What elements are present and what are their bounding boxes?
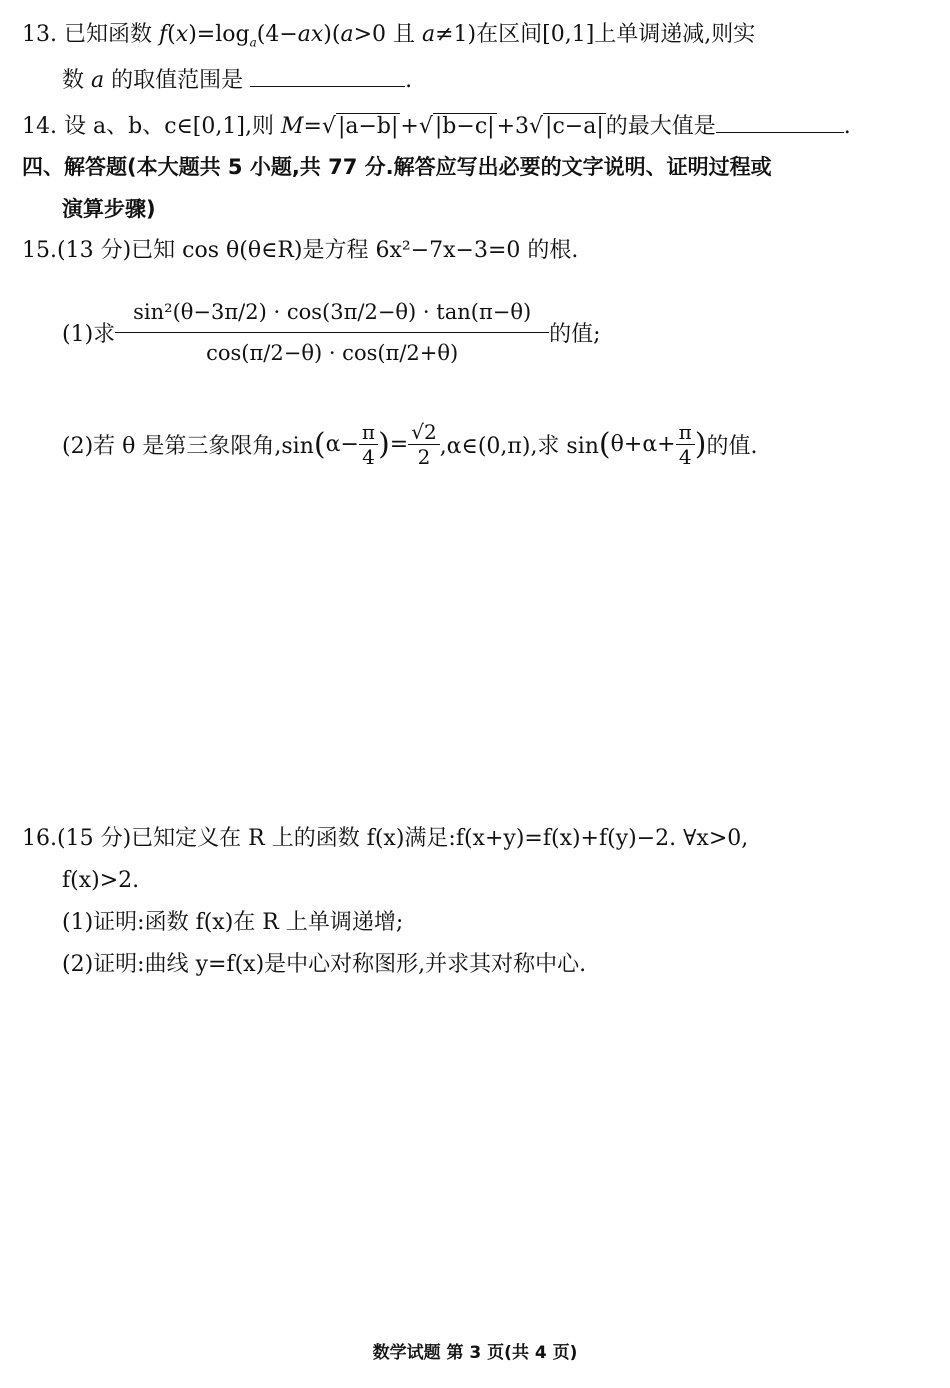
q14-number: 14. [22,114,57,139]
q14-text-b: 的最大值是 [605,114,716,139]
q15-p2-frac1 [359,420,378,469]
q14-sqrt2: |b−c| [434,114,495,139]
page-footer: 数学试题 第 3 页(共 4 页) [372,1343,578,1363]
q15-p2-f: 的值. [706,434,758,459]
q15-p2-frac2 [408,420,439,469]
q13-answer-blank [250,64,405,87]
q15-p2-e: θ+α+ [610,432,676,457]
q14-plus3: +3 [496,114,529,139]
q15-p2-sqrt2: √2 [408,420,439,445]
q13-line2-a: 数 [62,68,91,93]
q16-part2: (2)证明:曲线 y=f(x)是中心对称图形,并求其对称中心. [62,952,587,977]
q15-p2-a: (2)若 θ 是第三象限角,sin [62,434,314,459]
q15-p2-4: 4 [362,445,375,469]
q14-eq: = [303,114,322,139]
q16-text1: (15 分)已知定义在 R 上的函数 f(x)满足:f(x+y)=f(x)+f(y)−2. ∀x>0, [57,826,749,851]
q15-p2-d: ,α∈(0,π),求 sin [439,434,599,459]
q13-number: 13. [22,22,57,47]
q13-text-b: (4− [256,22,298,47]
q15-p2-4-2: 4 [678,445,692,469]
q15-number: 15. [22,238,57,263]
q15-p2-b: α− [325,432,359,457]
q15-part1 [62,292,601,373]
q14-text-a: 设 a、b、c∈[0,1],则 [64,114,281,139]
q15-p1-tail: 的值; [549,322,601,347]
section-heading: 四、解答题(本大题共 5 小题,共 77 分.解答应写出必要的文字说明、证明过程或 [22,155,772,179]
q13-text-a: 已知函数 [64,22,153,47]
q13-line2-b: 的取值范围是 [104,68,244,93]
q13-text-e: ≠1)在区间[0,1]上单调递减,则实 [435,22,756,47]
q15-part2: (2)若 θ 是第三象限角,sin(α− $\frac{\pi}{4}$ )= $\frac{√2}{2}$ ,α∈(0,π),求 sin(θ+α+ $\frac{\pi}{4}$ )的值. [62,420,758,469]
q15-p2-pi: π [359,420,378,445]
q14-m: M [280,114,304,139]
q16-part1: (1)证明:函数 f(x)在 R 上单调递增; [62,910,404,935]
q13-text-d: >0 且 [353,22,422,47]
q15-p1-fraction [115,292,549,373]
q16-line1 [22,824,748,854]
q14-sqrt3: |c−a| [545,114,604,139]
q15-p2-c: = [389,432,409,457]
q13-line1: 13. 已知函数 $f(x)=\log_a(4-ax)(a>0$ 且 a≠1)在区间[0,1]上单调递减,则实 [22,22,756,50]
q15-p2-frac3 [676,420,695,469]
q15-p2-2: 2 [417,445,431,469]
q15-p2-pi-2: π [676,420,695,445]
section-heading-line2: 演算步骤) [62,197,156,221]
q14-line: 14. 设 a、b、c∈[0,1],则 M=√|a−b|+√|b−c|+3√|c−a|的最大值是 . [22,110,851,142]
q13-line2: 数 a 的取值范围是 . [62,64,412,96]
q16-number: 16. [22,826,57,851]
q15-p1-label: (1)求 [62,322,116,347]
q16-line2: f(x)>2. [62,868,140,893]
q15-p1-numerator: sin²(θ−3π/2) · cos(3π/2−θ) · tan(π−θ) [115,292,549,333]
q14-plus: + [400,114,419,139]
q13-text-c: )( [323,22,341,47]
q15-p1-denominator: cos(π/2−θ) · cos(π/2+θ) [206,341,459,365]
q14-end: . [843,114,851,139]
q14-answer-blank [716,110,844,133]
q15-intro-line [22,236,578,266]
q15-intro: (13 分)已知 cos θ(θ∈R)是方程 6x²−7x−3=0 的根. [57,238,579,263]
q13-line2-end: . [405,68,413,93]
q14-sqrt1: |a−b| [337,114,399,139]
